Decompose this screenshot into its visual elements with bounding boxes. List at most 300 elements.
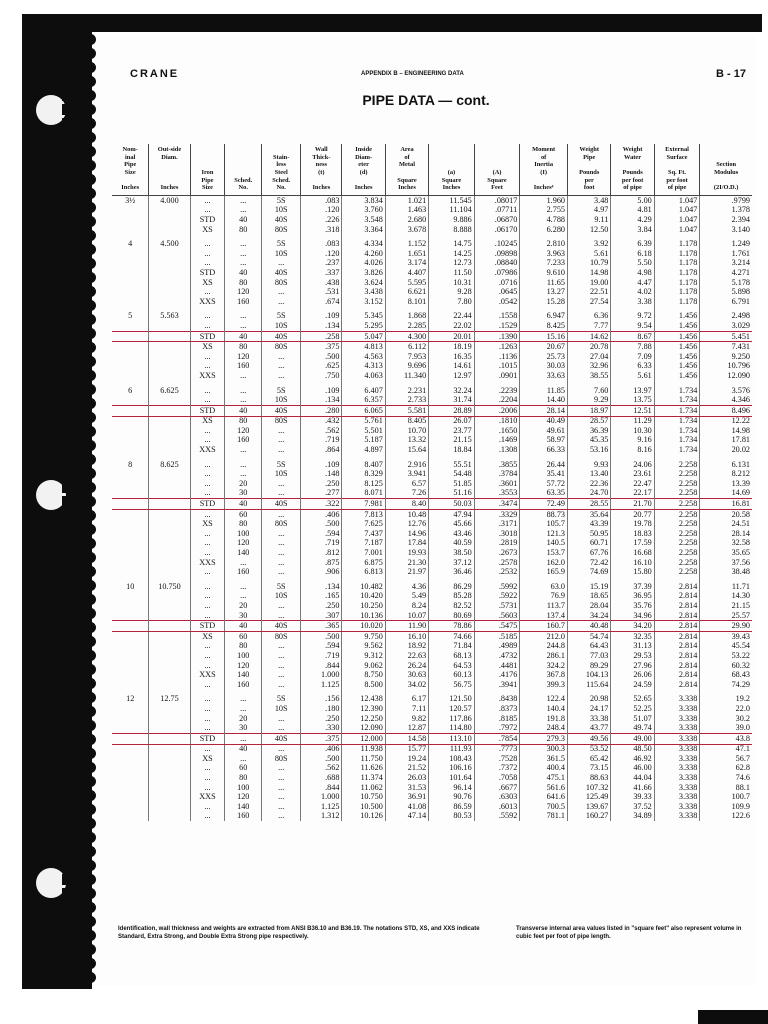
cell-mi: 88.73 [520, 509, 568, 519]
cell-nps [112, 479, 149, 489]
cell-ai: 101.64 [429, 773, 475, 783]
cell-t: .083 [301, 240, 342, 250]
cell-am: 10.48 [385, 509, 428, 519]
cell-ai: 26.07 [429, 416, 475, 426]
cell-ai: 120.57 [429, 704, 475, 714]
cell-af: .5592 [474, 812, 520, 822]
cell-d: 5.047 [342, 331, 385, 342]
cell-d: 3.438 [342, 287, 385, 297]
cell-t: .562 [301, 426, 342, 436]
cell-sch: 80 [225, 278, 262, 288]
binder-tooth [62, 874, 96, 885]
cell-sm: 45.54 [700, 642, 752, 652]
cell-ips: XS [190, 342, 225, 352]
cell-es: 2.258 [654, 520, 700, 530]
cell-d: 3.624 [342, 278, 385, 288]
cell-od [149, 278, 190, 288]
cell-d: 6.875 [342, 558, 385, 568]
cell-es: 1.178 [654, 278, 700, 288]
cell-wp: 107.32 [568, 783, 611, 793]
binder-tooth [62, 188, 96, 199]
binder-tooth [62, 76, 96, 87]
cell-mi: 286.1 [520, 651, 568, 661]
cell-es: 1.456 [654, 352, 700, 362]
cell-t: .237 [301, 259, 342, 269]
cell-sch: ... [225, 386, 262, 396]
cell-af: .1308 [474, 445, 520, 455]
cell-t: .365 [301, 621, 342, 632]
cell-od [149, 651, 190, 661]
binder-tooth [62, 538, 96, 549]
cell-ww: 34.89 [611, 812, 654, 822]
cell-nps [112, 395, 149, 405]
cell-es: 1.456 [654, 321, 700, 331]
cell-ai: 108.43 [429, 754, 475, 764]
binder-tooth [62, 342, 96, 353]
cell-af: .3553 [474, 489, 520, 499]
cell-mi: 324.2 [520, 661, 568, 671]
cell-es: 2.814 [654, 601, 700, 611]
cell-mi: 1.960 [520, 196, 568, 206]
cell-sch: 160 [225, 568, 262, 578]
cell-sm: 12.22 [700, 416, 752, 426]
cell-nps [112, 661, 149, 671]
cell-ips: ... [190, 240, 225, 250]
cell-ai: 14.75 [429, 240, 475, 250]
table-row [112, 509, 752, 519]
cell-nps [112, 278, 149, 288]
table-row [112, 489, 752, 499]
cell-am: 1.868 [385, 312, 428, 322]
cell-ww: 29.53 [611, 651, 654, 661]
cell-nps [112, 621, 149, 632]
cell-af: .4176 [474, 670, 520, 680]
binder-tooth [62, 62, 96, 73]
cell-mi: 700.5 [520, 802, 568, 812]
cell-es: 2.258 [654, 568, 700, 578]
cell-wp: 22.51 [568, 287, 611, 297]
cell-ai: 9.28 [429, 287, 475, 297]
cell-sm: 53.22 [700, 651, 752, 661]
cell-od: 10.750 [149, 582, 190, 592]
cell-sm: 9.250 [700, 352, 752, 362]
cell-od [149, 558, 190, 568]
binder-tooth [62, 902, 96, 913]
cell-ss: ... [262, 362, 301, 372]
cell-sch: 160 [225, 297, 262, 307]
cell-ai: 45.66 [429, 520, 475, 530]
cell-ips: ... [190, 783, 225, 793]
cell-t: .134 [301, 321, 342, 331]
cell-od [149, 215, 190, 225]
column-header: Out-side Diam. Inches [149, 144, 190, 196]
cell-sm: 10.796 [700, 362, 752, 372]
binder-tooth [62, 706, 96, 717]
cell-ww: 27.96 [611, 661, 654, 671]
cell-ss: 80S [262, 278, 301, 288]
binder-tooth [62, 468, 96, 479]
cell-ww: 4.47 [611, 278, 654, 288]
cell-mi: 367.8 [520, 670, 568, 680]
cell-am: 19.93 [385, 548, 428, 558]
cell-od [149, 773, 190, 783]
cell-t: .120 [301, 249, 342, 259]
cell-af: .1390 [474, 331, 520, 342]
cell-t: .875 [301, 558, 342, 568]
cell-am: 4.407 [385, 268, 428, 278]
cell-sm: 39.43 [700, 632, 752, 642]
cell-d: 4.334 [342, 240, 385, 250]
table-row [112, 445, 752, 455]
cell-af: .7058 [474, 773, 520, 783]
cell-ss: 10S [262, 470, 301, 480]
cell-wp: 60.71 [568, 539, 611, 549]
cell-ww: 18.83 [611, 529, 654, 539]
cell-es: 2.814 [654, 670, 700, 680]
cell-es: 1.047 [654, 196, 700, 206]
cell-wp: 18.97 [568, 406, 611, 417]
cell-am: 10.07 [385, 611, 428, 621]
cell-ai: 74.66 [429, 632, 475, 642]
cell-od [149, 479, 190, 489]
cell-sch: 20 [225, 601, 262, 611]
cell-sm: 4.271 [700, 268, 752, 278]
cell-wp: 73.15 [568, 764, 611, 774]
cell-wp: 38.55 [568, 371, 611, 381]
cell-t: .083 [301, 196, 342, 206]
cell-d: 8.125 [342, 479, 385, 489]
cell-od [149, 268, 190, 278]
cell-es: 1.178 [654, 297, 700, 307]
cell-ips: ... [190, 470, 225, 480]
table-row [112, 312, 752, 322]
cell-ips: ... [190, 695, 225, 705]
cell-af: .3601 [474, 479, 520, 489]
cell-ips: XXS [190, 670, 225, 680]
cell-wp: 20.78 [568, 342, 611, 352]
cell-t: .688 [301, 773, 342, 783]
cell-ww: 51.07 [611, 714, 654, 724]
cell-nps: 4 [128, 239, 133, 249]
cell-am: 41.08 [385, 802, 428, 812]
cell-sm: 14.98 [700, 426, 752, 436]
cell-ips: ... [190, 764, 225, 774]
cell-wp: 43.77 [568, 723, 611, 733]
cell-t: .406 [301, 509, 342, 519]
cell-wp: 24.70 [568, 489, 611, 499]
cell-d: 10.482 [342, 582, 385, 592]
table-row [112, 642, 752, 652]
cell-sm: 8.212 [700, 470, 752, 480]
cell-t: .719 [301, 651, 342, 661]
table-row [112, 812, 752, 822]
cell-nps [112, 321, 149, 331]
cell-od [149, 744, 190, 754]
cell-af: .1015 [474, 362, 520, 372]
cell-ss: ... [262, 783, 301, 793]
cell-d: 4.063 [342, 371, 385, 381]
cell-d: 12.000 [342, 734, 385, 745]
cell-ai: 54.48 [429, 470, 475, 480]
cell-af: .0901 [474, 371, 520, 381]
cell-od [149, 489, 190, 499]
cell-mi: 399.3 [520, 680, 568, 690]
cell-t: .500 [301, 632, 342, 642]
cell-ai: 23.77 [429, 426, 475, 436]
cell-ips: ... [190, 548, 225, 558]
cell-nps [112, 331, 149, 342]
cell-wp: 3.48 [568, 196, 611, 206]
cell-es: 2.814 [654, 582, 700, 592]
cell-ai: 64.53 [429, 661, 475, 671]
binder-tooth [62, 496, 96, 507]
cell-ai: 51.16 [429, 489, 475, 499]
cell-t: .250 [301, 601, 342, 611]
cell-t: .719 [301, 436, 342, 446]
column-header: Moment of Inertia (I) Inches⁴ [520, 144, 568, 196]
cell-mi: 475.1 [520, 773, 568, 783]
cell-am: 2.285 [385, 321, 428, 331]
cell-ai: 14.25 [429, 249, 475, 259]
cell-d: 10.500 [342, 802, 385, 812]
cell-ai: 86.29 [429, 582, 475, 592]
cell-od [149, 592, 190, 602]
cell-wp: 4.97 [568, 206, 611, 216]
cell-ss: ... [262, 287, 301, 297]
cell-mi: 15.16 [520, 331, 568, 342]
cell-am: 5.595 [385, 278, 428, 288]
cell-sch: ... [225, 321, 262, 331]
table-row [112, 259, 752, 269]
cell-t: .258 [301, 331, 342, 342]
cell-od: 5.563 [149, 312, 190, 322]
binder-tooth [62, 146, 96, 157]
cell-sm: 12.090 [700, 371, 752, 381]
cell-od [149, 331, 190, 342]
cell-t: .719 [301, 539, 342, 549]
cell-mi: 162.0 [520, 558, 568, 568]
binder-tooth [62, 720, 96, 731]
cell-af: .7972 [474, 723, 520, 733]
cell-d: 11.750 [342, 754, 385, 764]
cell-ips: XS [190, 632, 225, 642]
cell-af: .1469 [474, 436, 520, 446]
binder-tooth [62, 426, 96, 437]
column-header: (a) Square Inches [429, 144, 475, 196]
cell-sm: 32.58 [700, 539, 752, 549]
cell-ai: 11.545 [429, 196, 475, 206]
cell-am: 15.64 [385, 445, 428, 455]
cell-d: 4.813 [342, 342, 385, 352]
cell-sch: 140 [225, 670, 262, 680]
cell-ww: 9.54 [611, 321, 654, 331]
cell-nps [112, 297, 149, 307]
table-row [112, 661, 752, 671]
cell-ss: 10S [262, 395, 301, 405]
cell-am: 30.63 [385, 670, 428, 680]
cell-sch: 20 [225, 714, 262, 724]
cell-ips: XXS [190, 445, 225, 455]
column-header: Nom- inal Pipe Size Inches [112, 144, 149, 196]
cell-af: .3329 [474, 509, 520, 519]
cell-es: 3.338 [654, 783, 700, 793]
cell-am: 22.63 [385, 651, 428, 661]
cell-sch: ... [225, 371, 262, 381]
cell-es: 1.456 [654, 371, 700, 381]
cell-af: .3171 [474, 520, 520, 530]
binder-tooth [62, 118, 96, 129]
cell-am: 14.58 [385, 734, 428, 745]
cell-es: 1.456 [654, 342, 700, 352]
cell-am: 21.30 [385, 558, 428, 568]
cell-nps [112, 436, 149, 446]
cell-t: .226 [301, 215, 342, 225]
cell-ww: 52.65 [611, 695, 654, 705]
cell-t: .322 [301, 499, 342, 510]
cell-es: 1.047 [654, 215, 700, 225]
cell-od [149, 249, 190, 259]
cell-nps [112, 539, 149, 549]
cell-wp: 19.00 [568, 278, 611, 288]
cell-nps [112, 611, 149, 621]
cell-t: .318 [301, 225, 342, 235]
cell-sch: 30 [225, 723, 262, 733]
table-row [112, 479, 752, 489]
cell-ww: 48.50 [611, 744, 654, 754]
cell-od [149, 509, 190, 519]
cell-sm: 1.761 [700, 249, 752, 259]
cell-ips: XXS [190, 297, 225, 307]
binder-tooth [62, 314, 96, 325]
binder-tooth [62, 832, 96, 843]
cell-ss: 40S [262, 499, 301, 510]
cell-es: 2.258 [654, 479, 700, 489]
cell-sm: 109.9 [700, 802, 752, 812]
cell-od [149, 754, 190, 764]
cell-sch: ... [225, 196, 262, 206]
cell-am: 11.340 [385, 371, 428, 381]
cell-ai: 60.13 [429, 670, 475, 680]
cell-ai: 37.12 [429, 558, 475, 568]
cell-wp: 6.36 [568, 312, 611, 322]
cell-od [149, 802, 190, 812]
cell-ai: 117.86 [429, 714, 475, 724]
cell-af: .0716 [474, 278, 520, 288]
cell-t: .844 [301, 661, 342, 671]
cell-sch: 120 [225, 352, 262, 362]
cell-ww: 13.75 [611, 395, 654, 405]
binder-tooth [62, 678, 96, 689]
cell-ips: STD [190, 734, 225, 745]
binder-tooth [62, 804, 96, 815]
cell-sm: 17.81 [700, 436, 752, 446]
cell-d: 5.761 [342, 416, 385, 426]
cell-ss: ... [262, 558, 301, 568]
cell-af: .6677 [474, 783, 520, 793]
cell-mi: 72.49 [520, 499, 568, 510]
cell-es: 3.338 [654, 744, 700, 754]
cell-wp: 160.27 [568, 812, 611, 822]
cell-es: 2.814 [654, 611, 700, 621]
cell-od [149, 342, 190, 352]
table-row-std-highlight [112, 734, 752, 745]
cell-wp: 20.98 [568, 695, 611, 705]
cell-wp: 12.50 [568, 225, 611, 235]
cell-ips: ... [190, 395, 225, 405]
table-row [112, 568, 752, 578]
cell-ss: ... [262, 744, 301, 754]
table-row-std-highlight [112, 621, 752, 632]
cell-sch: 30 [225, 489, 262, 499]
cell-am: 5.581 [385, 406, 428, 417]
cell-d: 4.313 [342, 362, 385, 372]
cell-t: .750 [301, 371, 342, 381]
cell-af: .1136 [474, 352, 520, 362]
cell-ww: 39.33 [611, 793, 654, 803]
cell-mi: 300.3 [520, 744, 568, 754]
cell-nps [112, 548, 149, 558]
cell-sm: 3.214 [700, 259, 752, 269]
cell-od [149, 601, 190, 611]
cell-sm: 88.1 [700, 783, 752, 793]
scan-corner-mark [698, 1010, 768, 1024]
cell-d: 3.826 [342, 268, 385, 278]
cell-af: .08017 [474, 196, 520, 206]
cell-wp: 49.56 [568, 734, 611, 745]
cell-wp: 33.38 [568, 714, 611, 724]
cell-od [149, 297, 190, 307]
cell-ww: 46.00 [611, 764, 654, 774]
cell-mi: 57.72 [520, 479, 568, 489]
cell-ips: ... [190, 568, 225, 578]
cell-ss: ... [262, 352, 301, 362]
cell-nps [112, 489, 149, 499]
cell-wp: 139.67 [568, 802, 611, 812]
cell-af: .3474 [474, 499, 520, 510]
column-header: (A) Square Feet [474, 144, 520, 196]
cell-ss: 80S [262, 416, 301, 426]
cell-es: 1.734 [654, 445, 700, 455]
cell-nps: 12 [126, 694, 135, 704]
cell-ai: 80.69 [429, 611, 475, 621]
cell-sm: 5.178 [700, 278, 752, 288]
cell-ss: ... [262, 773, 301, 783]
cell-sm: 5.451 [700, 331, 752, 342]
cell-ww: 7.09 [611, 352, 654, 362]
cell-nps [112, 362, 149, 372]
table-row [112, 714, 752, 724]
cell-ww: 34.96 [611, 611, 654, 621]
cell-od [149, 704, 190, 714]
cell-ips: ... [190, 509, 225, 519]
cell-od [149, 321, 190, 331]
cell-af: .5992 [474, 582, 520, 592]
cell-mi: 26.44 [520, 460, 568, 470]
cell-od [149, 362, 190, 372]
binder-tooth [62, 48, 96, 59]
cell-t: .594 [301, 529, 342, 539]
cell-t: .375 [301, 342, 342, 352]
binder-tooth [62, 818, 96, 829]
cell-ai: 90.76 [429, 793, 475, 803]
cell-od: 4.000 [149, 196, 190, 206]
cell-mi: 13.27 [520, 287, 568, 297]
cell-mi: 14.40 [520, 395, 568, 405]
cell-wp: 74.69 [568, 568, 611, 578]
binder-tooth [62, 944, 96, 955]
scan-border-top [22, 14, 762, 32]
cell-am: 8.101 [385, 297, 428, 307]
